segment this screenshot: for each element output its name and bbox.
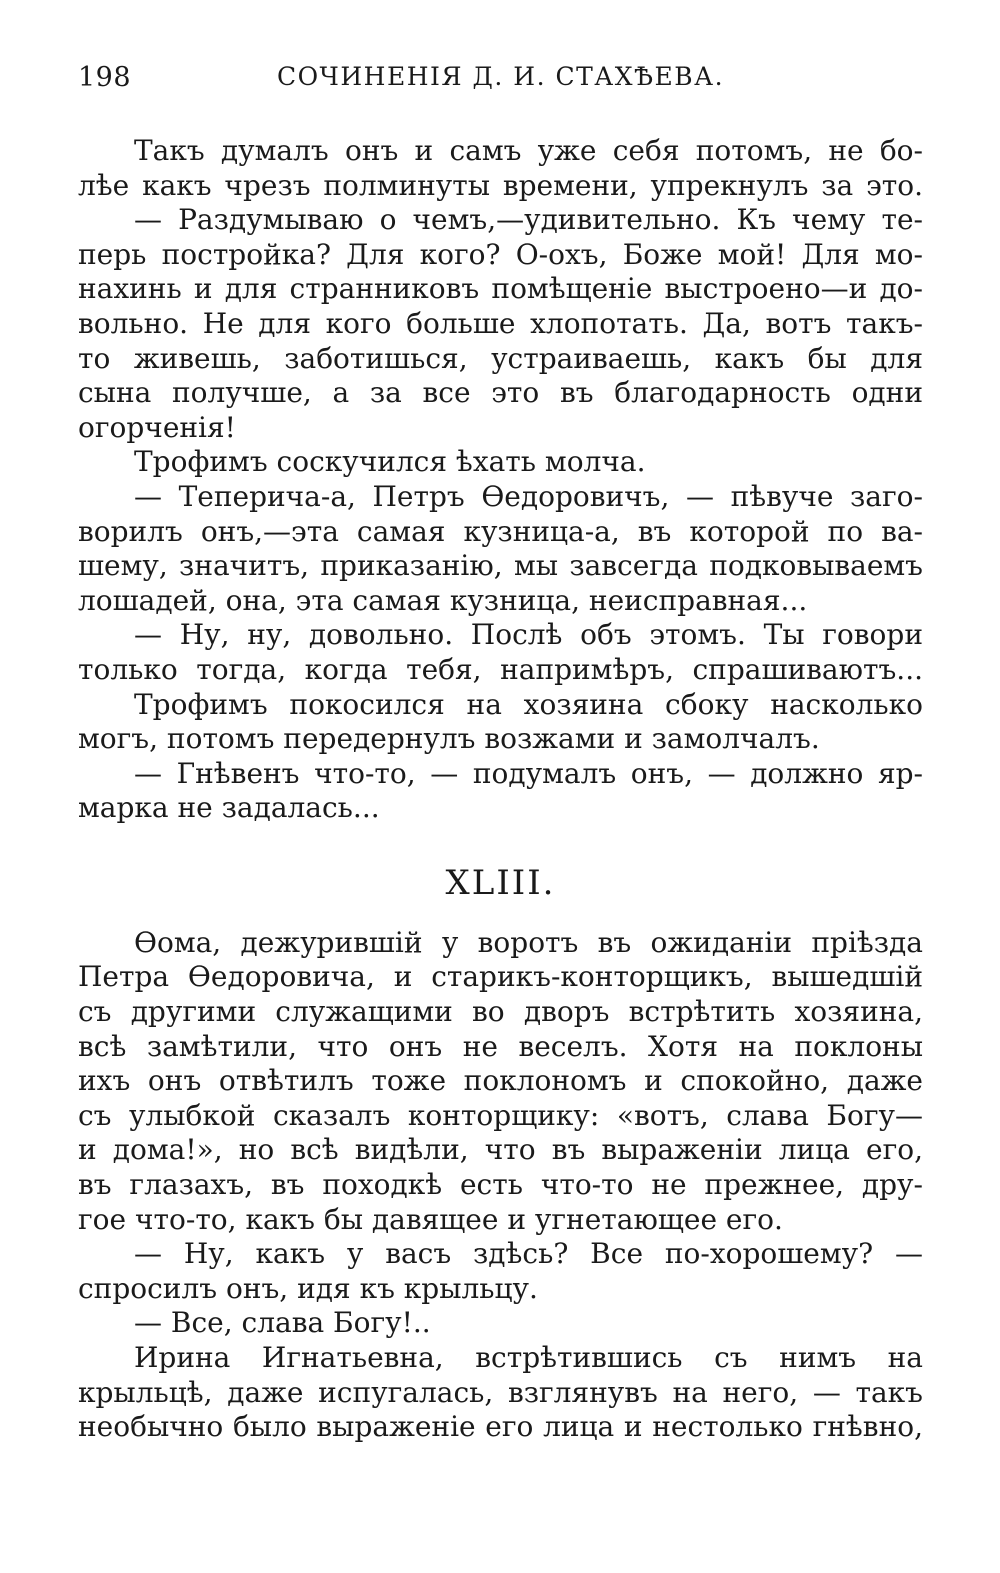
text-line: шему, значитъ, приказанію, мы завсегда подковываемъ — [78, 549, 923, 583]
text-line: — Теперича-а, Петръ Ѳедоровичъ, — пѣвуче заго- — [134, 479, 923, 513]
text-line: Ѳома, дежурившій у воротъ въ ожиданіи пріѣзда — [134, 925, 923, 959]
text-line: необычно было выраженіе его лица и нестолько гнѣвно, — [78, 1410, 923, 1444]
text-line: марка не задалась... — [78, 791, 380, 825]
running-title: СОЧИНЕНІЯ Д. И. СТАХѢЕВА. — [276, 62, 725, 91]
text-line: съ другими служащими во дворъ встрѣтить хозяина, — [78, 995, 923, 1029]
text-line: — Ну, ну, довольно. Послѣ объ этомъ. Ты говори — [134, 618, 923, 652]
text-line: Трофимъ соскучился ѣхать молча. — [134, 445, 646, 479]
page-number: 198 — [78, 62, 132, 93]
text-line: въ глазахъ, въ походкѣ есть что-то не прежнее, дру- — [78, 1168, 923, 1202]
book-page — [78, 62, 923, 1445]
text-line: Такъ думалъ онъ и самъ уже себя потомъ, не бо- — [134, 134, 923, 167]
text-line: Петра Ѳедоровича, и старикъ-конторщикъ, вышедшій — [78, 960, 923, 994]
text-line: ихъ онъ отвѣтилъ тоже поклономъ и спокойно, даже — [78, 1064, 923, 1098]
text-line: и дома!», но всѣ видѣли, что въ выраженіи лица его, — [78, 1133, 923, 1167]
text-line: — Раздумываю о чемъ,—удивительно. Къ чему те- — [134, 203, 923, 237]
text-line: лѣе какъ чрезъ полминуты времени, упрекнулъ за это. — [78, 168, 923, 202]
text-line: лошадей, она, эта самая кузница, неисправная... — [78, 583, 808, 617]
text-line: спросилъ онъ, идя къ крыльцу. — [78, 1271, 538, 1305]
text-line: сына получше, а за все это въ благодарность одни — [78, 376, 923, 410]
text-line: — Гнѣвенъ что-то, — подумалъ онъ, — должно яр- — [134, 756, 923, 790]
text-line: Трофимъ покосился на хозяина сбоку насколько — [134, 687, 923, 721]
text-line: крыльцѣ, даже испугалась, взглянувъ на него, — такъ — [78, 1375, 923, 1409]
text-line: только тогда, когда тебя, напримѣръ, спрашиваютъ... — [78, 652, 923, 686]
text-line: — Ну, какъ у васъ здѣсь? Все по-хорошему? — — [134, 1237, 923, 1271]
text-line: нахинь и для странниковъ помѣщеніе выстроено—и до- — [78, 272, 923, 306]
text-line: перь постройка? Для кого? О-охъ, Боже мой! Для мо- — [78, 237, 923, 271]
section-text-2 — [78, 926, 923, 1445]
page-header — [78, 62, 923, 112]
section-text-1 — [78, 134, 923, 826]
text-line: всѣ замѣтили, что онъ не веселъ. Хотя на поклоны — [78, 1029, 923, 1063]
text-line: вольно. Не для кого больше хлопотать. Да, вотъ такъ- — [78, 306, 923, 340]
text-line: Ирина Игнатьевна, встрѣтившись съ нимъ на — [134, 1341, 923, 1374]
text-line: огорченія! — [78, 410, 236, 444]
text-line: ворилъ онъ,—эта самая кузница-а, въ которой по ва- — [78, 514, 923, 548]
text-line: гое что-то, какъ бы давящее и угнетающее его. — [78, 1202, 783, 1236]
chapter-heading: XLIII. — [445, 862, 556, 903]
text-line: могъ, потомъ передернулъ возжами и замолчалъ. — [78, 722, 820, 756]
text-line: съ улыбкой сказалъ конторщику: «вотъ, слава Богу— — [78, 1098, 923, 1132]
text-line: то живешь, заботишься, устраиваешь, какъ бы для — [78, 341, 923, 375]
text-line: — Все, слава Богу!.. — [134, 1306, 431, 1340]
